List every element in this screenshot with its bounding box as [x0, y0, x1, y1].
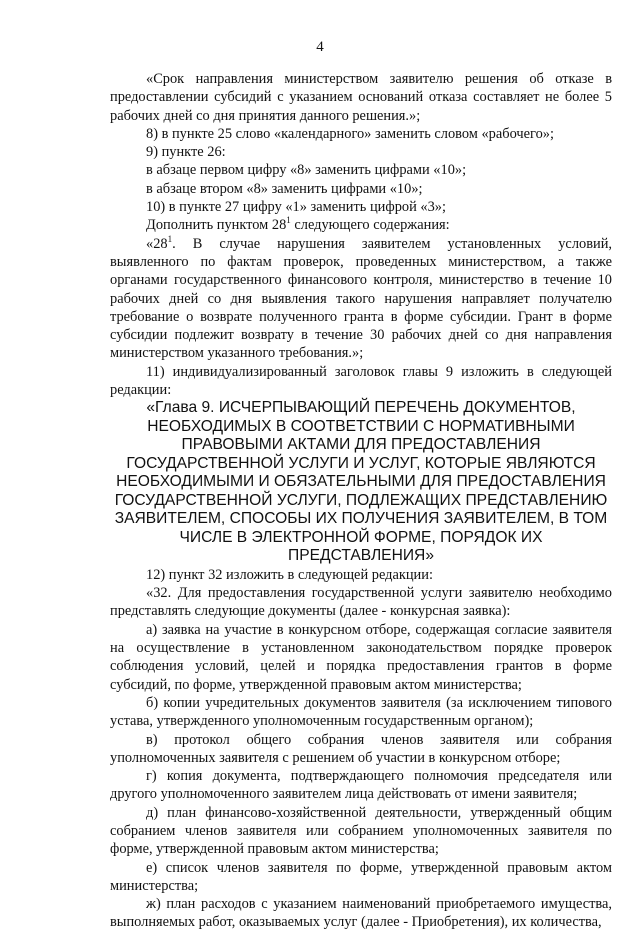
- chapter-9-heading: «Глава 9. ИСЧЕРПЫВАЮЩИЙ ПЕРЕЧЕНЬ ДОКУМЕНТОВ, НЕОБХОДИМЫХ В СООТВЕТСТВИИ С НОРМАТИВНЫМИ ПРАВОВЫМИ АКТАМИ ДЛЯ ПРЕДОСТАВЛЕНИЯ ГОСУДАРСТВЕННОЙ УСЛУГИ И УСЛУГ, КОТОРЫЕ ЯВЛЯЮТСЯ НЕОБХОДИМЫМИ И ОБЯЗАТЕЛЬНЫМИ ДЛЯ ПРЕДОСТАВЛЕНИЯ ГОСУДАРСТВЕННОЙ УСЛУГИ, ПОДЛЕЖАЩИХ ПРЕДСТАВЛЕНИЮ ЗАЯВИТЕЛЕМ, СПОСОБЫ ИХ ПОЛУЧЕНИЯ ЗАЯВИТЕЛЕМ, В ТОМ ЧИСЛЕ В ЭЛЕКТРОННОЙ ФОРМЕ, ПОРЯДОК ИХ ПРЕДСТАВЛЕНИЯ»: [114, 399, 608, 565]
- paragraph-item-8: 8) в пункте 25 слово «календарного» заменить словом «рабочего»;: [146, 125, 554, 142]
- add-point-tail: следующего содержания:: [290, 217, 450, 234]
- page-number: 4: [316, 39, 324, 55]
- point-28-superscript: 1: [167, 233, 173, 244]
- point-28-text: . В случае нарушения заявителем установленных условий, выявленного по фактам проверок, проведенных министерством, а также органами государственного финансового контроля, министерство в течение 10 рабочих дней со дня выявления такого нарушения направляет получателю требование о возврате полученного гранта в форме субсидии. Грант в форме субсидии подлежит возврату в течение 30 рабочих дней со дня направления министерством указанного требования.»;: [110, 235, 612, 362]
- list-item-g: г) копия документа, подтверждающего полномочия председателя или другого уполномоченного заявителем лица действовать от имени заявителя;: [110, 768, 612, 803]
- paragraph-item-9-second: в абзаце втором «8» заменить цифрами «10»;: [146, 180, 423, 197]
- add-point-superscript: 1: [286, 215, 291, 226]
- list-item-b: б) копии учредительных документов заявителя (за исключением типового устава, утвержденного уполномоченным государственным органом);: [110, 694, 612, 730]
- document-body: [110, 70, 612, 932]
- paragraph-item-10: 10) в пункте 27 цифру «1» заменить цифрой «3»;: [146, 199, 446, 216]
- list-item-v: в) протокол общего собрания членов заявителя или собрания уполномоченных заявителя с решением об участии в конкурсном отборе;: [110, 731, 612, 766]
- list-item-d: д) план финансово-хозяйственной деятельности, утвержденный общим собранием членов заявителя или собранием уполномоченных заявителя по форме, утвержденной правовым актом министерства;: [110, 804, 612, 858]
- paragraph-refusal-deadline: «Срок направления министерством заявителю решения об отказе в предоставлении субсидий с указанием оснований отказа составляет не более 5 рабочих дней со дня принятия данного решения.»;: [110, 71, 612, 124]
- paragraph-point-32: «32. Для предоставления государственной услуги заявителю необходимо представлять следующие документы (далее - конкурсная заявка):: [110, 585, 612, 620]
- point-28-prefix: «28: [146, 235, 168, 252]
- paragraph-item-12: 12) пункт 32 изложить в следующей редакции:: [146, 566, 433, 583]
- paragraph-item-9: 9) пункте 26:: [146, 144, 226, 161]
- paragraph-point-28-1: [110, 235, 612, 363]
- add-point-text: Дополнить пунктом 28: [146, 217, 287, 234]
- paragraph-add-point: [110, 216, 612, 234]
- paragraph-item-11: 11) индивидуализированный заголовок главы 9 изложить в следующей редакции:: [110, 363, 612, 399]
- list-item-a: а) заявка на участие в конкурсном отборе, содержащая согласие заявителя на осуществление в установленном законодательством порядке проверок соблюдения условий, целей и порядка предоставления грантов в форме субсидий, по форме, утвержденной правовым актом министерства;: [110, 621, 612, 693]
- paragraph-item-9-first: в абзаце первом цифру «8» заменить цифрами «10»;: [146, 162, 467, 179]
- list-item-e: е) список членов заявителя по форме, утвержденной правовым актом министерства;: [110, 859, 612, 894]
- list-item-zh: ж) план расходов с указанием наименований приобретаемого имущества, выполняемых работ, оказываемых услуг (далее - Приобретения), их количества,: [110, 896, 612, 931]
